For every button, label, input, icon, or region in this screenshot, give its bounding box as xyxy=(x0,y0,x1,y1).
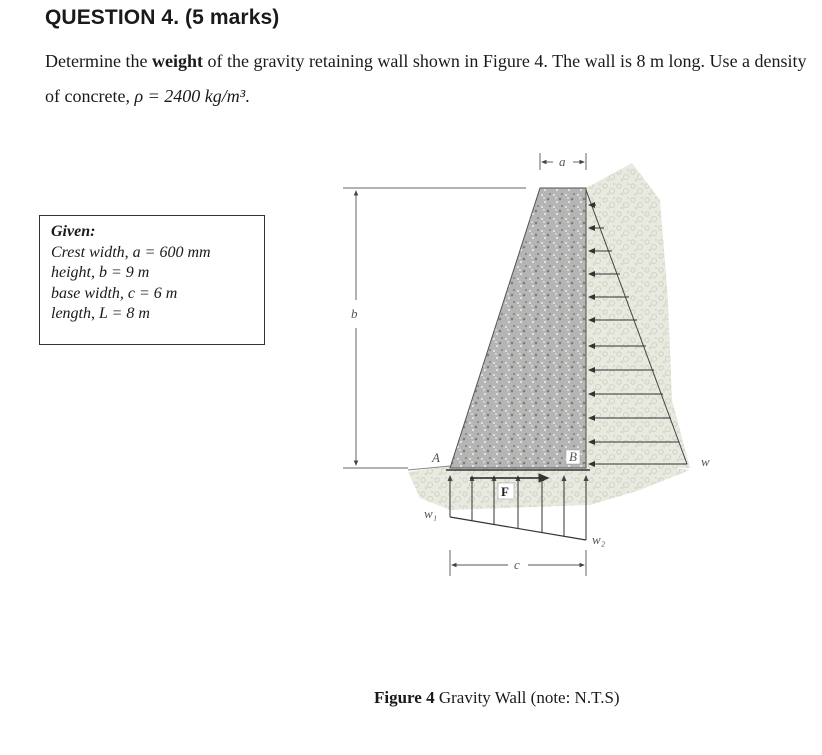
point-a-label: A xyxy=(432,450,440,465)
question-bold-word: weight xyxy=(151,51,203,71)
given-height: height, b = 9 m xyxy=(51,264,150,281)
load-w1-label: w₁ xyxy=(424,506,438,521)
backfill-soil xyxy=(586,163,690,468)
friction-label: F xyxy=(501,484,509,499)
figure-caption-text: Gravity Wall (note: N.T.S) xyxy=(434,688,620,707)
question-title: QUESTION 4. (5 marks) xyxy=(45,6,280,29)
retaining-wall xyxy=(450,188,586,468)
point-b-label: B xyxy=(569,449,577,464)
dim-b-label: b xyxy=(351,306,358,321)
given-length: length, L = 8 m xyxy=(51,305,150,322)
dim-a-label: a xyxy=(559,154,566,169)
figure-caption-number: Figure 4 xyxy=(374,688,435,707)
figure-caption xyxy=(374,688,620,708)
question-text-end: . xyxy=(245,86,250,106)
given-crest-width: Crest width, a = 600 mm xyxy=(51,243,211,261)
load-w-label: w xyxy=(701,454,710,469)
given-heading: Given: xyxy=(51,223,96,240)
question-text-part1: Determine the xyxy=(45,51,152,71)
question-text-part2: of the gravity retaining wall shown in Figure 4. The wall is 8 m long. Use a density of concrete, xyxy=(45,51,807,106)
dim-c-label: c xyxy=(514,557,520,572)
density-expression: ρ = 2400 kg/m³ xyxy=(134,86,246,106)
given-base-width: base width, c = 6 m xyxy=(51,284,178,302)
load-w2-label: w₂ xyxy=(592,532,606,547)
